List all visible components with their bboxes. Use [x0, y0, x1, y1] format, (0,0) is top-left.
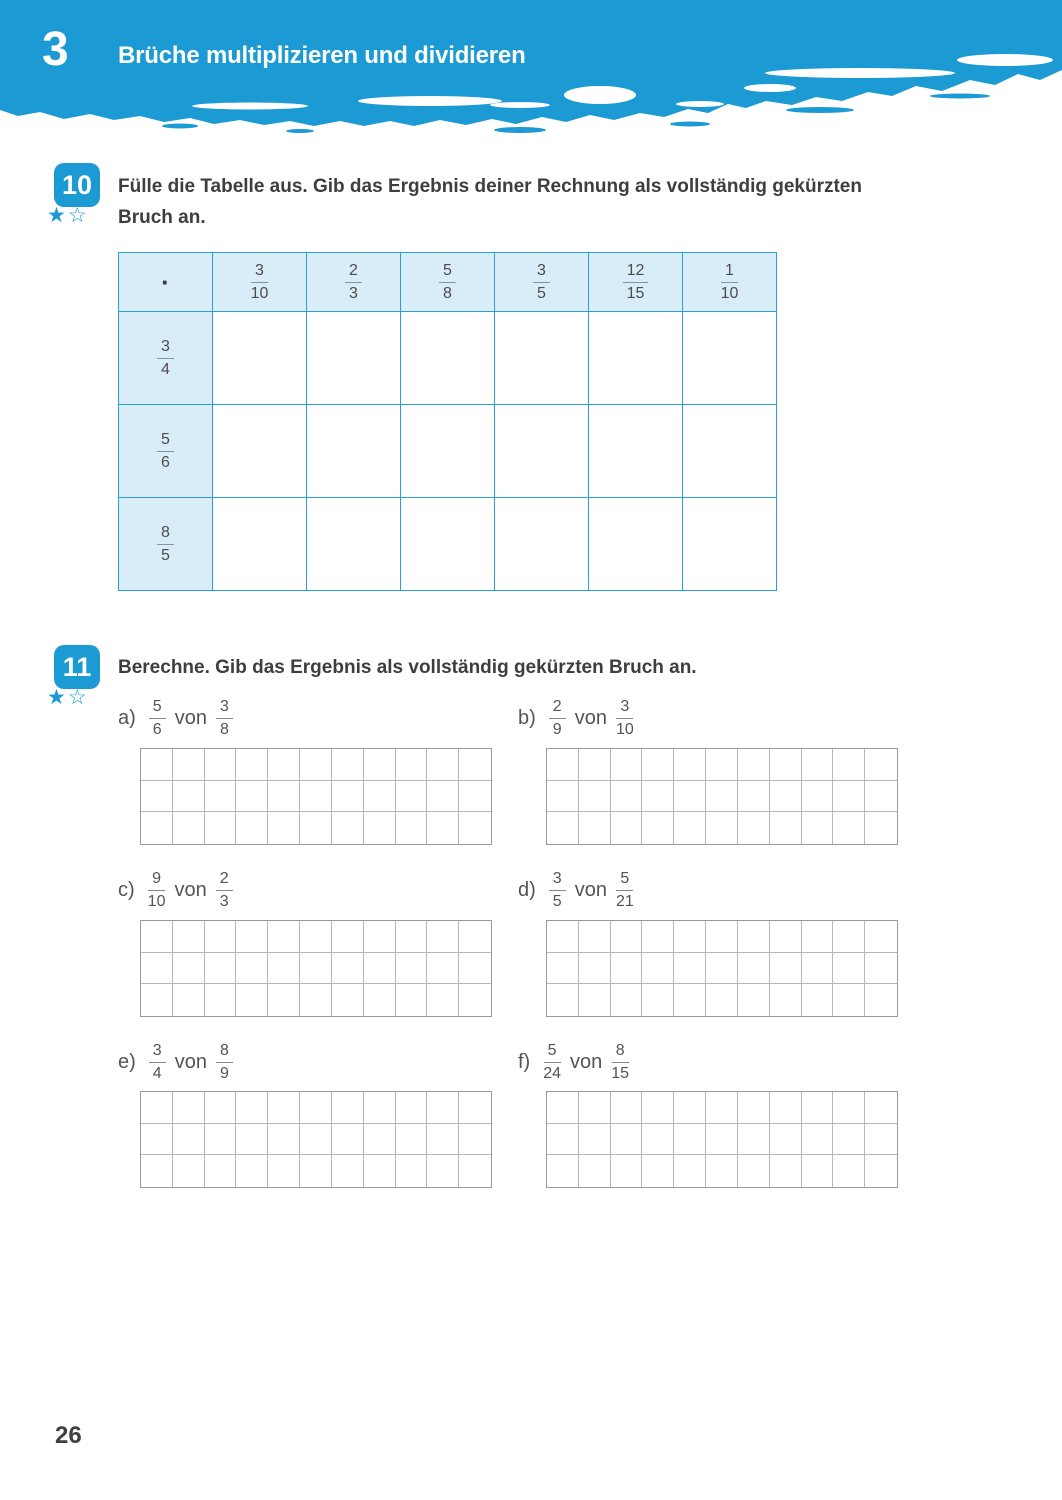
answer-grid-cell	[236, 1124, 268, 1156]
answer-grid-cell	[674, 781, 706, 813]
item-label: e)	[118, 1050, 136, 1073]
answer-grid	[546, 920, 898, 1017]
answer-grid-cell	[364, 749, 396, 781]
answer-grid-cell	[427, 749, 459, 781]
item-label: d)	[518, 878, 536, 901]
answer-grid-cell	[173, 953, 205, 985]
fraction: $\frac{5}{6}$	[149, 697, 166, 738]
answer-grid-cell	[611, 1092, 643, 1124]
answer-grid-cell	[268, 1155, 300, 1187]
answer-grid	[546, 1091, 898, 1188]
empty-answer-cell	[213, 498, 307, 591]
fraction: $\frac{2}{3}$	[216, 869, 233, 910]
connector-text: von	[574, 878, 607, 901]
answer-grid-cell	[364, 1155, 396, 1187]
answer-grid-cell	[459, 921, 491, 953]
answer-grid-cell	[642, 1124, 674, 1156]
answer-grid-cell	[865, 953, 897, 985]
answer-grid-cell	[459, 1155, 491, 1187]
fraction: $\frac{3}{10}$	[250, 262, 269, 302]
answer-grid-cell	[865, 1124, 897, 1156]
answer-grid-cell	[459, 812, 491, 844]
answer-grid-cell	[427, 812, 459, 844]
exercise-item-f	[518, 1036, 629, 1088]
answer-grid-cell	[268, 921, 300, 953]
answer-grid-cell	[770, 781, 802, 813]
fraction: $\frac{2}{3}$	[345, 261, 362, 302]
exercise11-badge: 11	[54, 645, 100, 689]
answer-grid-cell	[611, 984, 643, 1016]
answer-grid-cell	[396, 984, 428, 1016]
fraction: $\frac{3}{4}$	[149, 1041, 166, 1082]
answer-grid-cell	[706, 1155, 738, 1187]
answer-grid-cell	[611, 921, 643, 953]
answer-grid-cell	[268, 953, 300, 985]
fraction: $\frac{5}{6}$	[157, 430, 174, 471]
answer-grid-cell	[865, 812, 897, 844]
empty-answer-cell	[589, 405, 683, 498]
answer-grid-cell	[865, 984, 897, 1016]
answer-grid-cell	[579, 984, 611, 1016]
answer-grid-cell	[173, 781, 205, 813]
answer-grid-cell	[300, 953, 332, 985]
answer-grid-cell	[236, 1092, 268, 1124]
fraction: $\frac{3}{10}$	[615, 698, 634, 738]
answer-grid-cell	[173, 1155, 205, 1187]
answer-grid-cell	[738, 984, 770, 1016]
answer-grid-cell	[802, 812, 834, 844]
answer-grid-cell	[205, 812, 237, 844]
answer-grid-cell	[427, 781, 459, 813]
empty-answer-cell	[589, 498, 683, 591]
answer-grid-cell	[833, 1124, 865, 1156]
answer-grid-cell	[459, 984, 491, 1016]
column-header-cell	[495, 253, 589, 312]
answer-grid-cell	[802, 781, 834, 813]
row-header-cell	[119, 312, 213, 405]
answer-grid-cell	[364, 812, 396, 844]
answer-grid-cell	[833, 1092, 865, 1124]
answer-grid-cell	[236, 953, 268, 985]
answer-grid-cell	[396, 1124, 428, 1156]
answer-grid-cell	[332, 953, 364, 985]
answer-grid-cell	[300, 1124, 332, 1156]
fraction: $\frac{3}{8}$	[216, 697, 233, 738]
exercise11-difficulty-stars: ★☆	[47, 686, 89, 709]
answer-grid-cell	[770, 749, 802, 781]
answer-grid-cell	[611, 781, 643, 813]
answer-grid-cell	[332, 1124, 364, 1156]
answer-grid-cell	[579, 1155, 611, 1187]
connector-text: von	[174, 878, 207, 901]
answer-grid-cell	[268, 1092, 300, 1124]
answer-grid-cell	[236, 984, 268, 1016]
answer-grid-cell	[364, 953, 396, 985]
answer-grid-cell	[547, 812, 579, 844]
answer-grid-cell	[268, 984, 300, 1016]
fraction: $\frac{1}{10}$	[720, 262, 739, 302]
answer-grid-cell	[236, 749, 268, 781]
answer-grid-cell	[738, 749, 770, 781]
answer-grid-cell	[364, 1124, 396, 1156]
answer-grid-cell	[364, 1092, 396, 1124]
item-label: f)	[518, 1050, 531, 1073]
answer-grid-cell	[236, 781, 268, 813]
answer-grid-cell	[205, 749, 237, 781]
answer-grid-cell	[300, 984, 332, 1016]
answer-grid-cell	[802, 749, 834, 781]
column-header-cell	[683, 253, 777, 312]
answer-grid-cell	[833, 953, 865, 985]
answer-grid-cell	[706, 781, 738, 813]
fraction: $\frac{3}{5}$	[549, 869, 566, 910]
answer-grid-cell	[579, 1092, 611, 1124]
answer-grid-cell	[427, 1092, 459, 1124]
answer-grid-cell	[205, 953, 237, 985]
answer-grid-cell	[547, 1124, 579, 1156]
answer-grid-cell	[547, 1092, 579, 1124]
answer-grid-cell	[642, 749, 674, 781]
answer-grid-cell	[141, 953, 173, 985]
answer-grid-cell	[642, 1092, 674, 1124]
exercise-item-c	[118, 864, 233, 916]
empty-answer-cell	[495, 405, 589, 498]
connector-text: von	[574, 706, 607, 729]
answer-grid	[140, 748, 492, 845]
answer-grid-cell	[579, 953, 611, 985]
fraction: $\frac{5}{21}$	[615, 870, 634, 910]
connector-text: von	[174, 706, 207, 729]
answer-grid-cell	[547, 921, 579, 953]
page-number: 26	[55, 1422, 82, 1449]
answer-grid-cell	[738, 1124, 770, 1156]
answer-grid-cell	[865, 1092, 897, 1124]
answer-grid-cell	[205, 921, 237, 953]
answer-grid-cell	[332, 1155, 364, 1187]
answer-grid-cell	[833, 1155, 865, 1187]
answer-grid-cell	[706, 749, 738, 781]
exercise-item-a	[118, 692, 233, 744]
answer-grid-cell	[459, 953, 491, 985]
answer-grid-cell	[236, 921, 268, 953]
answer-grid-cell	[738, 1155, 770, 1187]
answer-grid-cell	[173, 1092, 205, 1124]
answer-grid-cell	[802, 1124, 834, 1156]
answer-grid-cell	[300, 749, 332, 781]
answer-grid-cell	[141, 984, 173, 1016]
fraction: $\frac{8}{5}$	[157, 523, 174, 564]
exercise-item-d	[518, 864, 634, 916]
answer-grid-cell	[579, 1124, 611, 1156]
answer-grid-cell	[332, 921, 364, 953]
answer-grid-cell	[770, 984, 802, 1016]
answer-grid-cell	[674, 921, 706, 953]
empty-answer-cell	[683, 312, 777, 405]
answer-grid-cell	[738, 812, 770, 844]
item-label: c)	[118, 878, 135, 901]
fraction: $\frac{5}{8}$	[439, 261, 456, 302]
answer-grid	[140, 920, 492, 1017]
answer-grid-cell	[396, 749, 428, 781]
answer-grid-cell	[427, 953, 459, 985]
answer-grid-cell	[611, 953, 643, 985]
column-header-cell	[589, 253, 683, 312]
answer-grid-cell	[802, 921, 834, 953]
answer-grid-cell	[396, 781, 428, 813]
fraction: $\frac{12}{15}$	[623, 261, 649, 302]
answer-grid-cell	[173, 749, 205, 781]
answer-grid-cell	[236, 1155, 268, 1187]
answer-grid-cell	[205, 1155, 237, 1187]
answer-grid-cell	[642, 1155, 674, 1187]
answer-grid-cell	[427, 1155, 459, 1187]
item-label: a)	[118, 706, 136, 729]
answer-grid-cell	[173, 1124, 205, 1156]
answer-grid-cell	[547, 984, 579, 1016]
empty-answer-cell	[307, 498, 401, 591]
answer-grid-cell	[611, 812, 643, 844]
empty-answer-cell	[307, 405, 401, 498]
banner-brush-stroke	[0, 0, 1062, 150]
answer-grid-cell	[396, 1155, 428, 1187]
answer-grid-cell	[674, 984, 706, 1016]
answer-grid-cell	[268, 781, 300, 813]
multiplication-table	[118, 252, 777, 591]
fraction: $\frac{8}{9}$	[216, 1041, 233, 1082]
answer-grid-cell	[459, 749, 491, 781]
answer-grid-cell	[770, 953, 802, 985]
answer-grid-cell	[396, 1092, 428, 1124]
answer-grid-cell	[802, 984, 834, 1016]
fraction: $\frac{3}{5}$	[533, 261, 550, 302]
answer-grid-cell	[865, 921, 897, 953]
exercise10-badge: 10	[54, 163, 100, 207]
empty-answer-cell	[213, 312, 307, 405]
answer-grid-cell	[833, 984, 865, 1016]
answer-grid-cell	[674, 1155, 706, 1187]
answer-grid-cell	[459, 781, 491, 813]
answer-grid-cell	[364, 984, 396, 1016]
answer-grid-cell	[141, 1155, 173, 1187]
answer-grid-cell	[674, 1092, 706, 1124]
answer-grid-cell	[738, 921, 770, 953]
answer-grid-cell	[396, 921, 428, 953]
answer-grid-cell	[611, 1155, 643, 1187]
empty-answer-cell	[401, 405, 495, 498]
answer-grid-cell	[173, 921, 205, 953]
answer-grid-cell	[459, 1124, 491, 1156]
exercise-item-e	[118, 1036, 233, 1088]
answer-grid-cell	[611, 749, 643, 781]
answer-grid-cell	[642, 812, 674, 844]
answer-grid-cell	[579, 921, 611, 953]
answer-grid-cell	[547, 1155, 579, 1187]
answer-grid-cell	[459, 1092, 491, 1124]
answer-grid-cell	[865, 781, 897, 813]
answer-grid-cell	[268, 749, 300, 781]
answer-grid-cell	[770, 1092, 802, 1124]
answer-grid-cell	[674, 812, 706, 844]
fraction: $\frac{8}{15}$	[611, 1042, 630, 1082]
answer-grid-cell	[770, 812, 802, 844]
answer-grid-cell	[706, 953, 738, 985]
answer-grid-cell	[332, 1092, 364, 1124]
answer-grid-cell	[833, 781, 865, 813]
answer-grid-cell	[268, 812, 300, 844]
empty-answer-cell	[683, 405, 777, 498]
answer-grid-cell	[642, 781, 674, 813]
exercise10-instruction: Fülle die Tabelle aus. Gib das Ergebnis deiner Rechnung als vollständig gekürzten Bruch an.	[118, 176, 862, 228]
answer-grid-cell	[205, 781, 237, 813]
answer-grid-cell	[802, 1155, 834, 1187]
operator-cell: ·	[119, 253, 213, 312]
answer-grid-cell	[865, 749, 897, 781]
answer-grid-cell	[205, 984, 237, 1016]
answer-grid-cell	[738, 781, 770, 813]
answer-grid-cell	[833, 921, 865, 953]
answer-grid-cell	[141, 921, 173, 953]
answer-grid-cell	[674, 1124, 706, 1156]
answer-grid-cell	[770, 1124, 802, 1156]
chapter-title: Brüche multiplizieren und dividieren	[118, 42, 526, 69]
empty-answer-cell	[401, 498, 495, 591]
answer-grid-cell	[364, 781, 396, 813]
answer-grid-cell	[141, 781, 173, 813]
answer-grid-cell	[300, 921, 332, 953]
answer-grid-cell	[642, 953, 674, 985]
answer-grid-cell	[706, 1092, 738, 1124]
empty-answer-cell	[307, 312, 401, 405]
answer-grid-cell	[579, 749, 611, 781]
answer-grid-cell	[396, 812, 428, 844]
answer-grid-cell	[332, 984, 364, 1016]
empty-answer-cell	[495, 312, 589, 405]
fraction: $\frac{2}{9}$	[549, 697, 566, 738]
answer-grid-cell	[802, 953, 834, 985]
answer-grid-cell	[427, 984, 459, 1016]
answer-grid-cell	[396, 953, 428, 985]
answer-grid-cell	[332, 749, 364, 781]
answer-grid-cell	[300, 812, 332, 844]
answer-grid-cell	[770, 1155, 802, 1187]
exercise-item-b	[518, 692, 634, 744]
answer-grid-cell	[547, 953, 579, 985]
exercise11-instruction: Berechne. Gib das Ergebnis als vollständig gekürzten Bruch an.	[118, 657, 697, 678]
connector-text: von	[174, 1050, 207, 1073]
answer-grid-cell	[364, 921, 396, 953]
item-label: b)	[518, 706, 536, 729]
answer-grid-cell	[547, 781, 579, 813]
answer-grid-cell	[236, 812, 268, 844]
answer-grid-cell	[706, 984, 738, 1016]
answer-grid-cell	[427, 1124, 459, 1156]
answer-grid-cell	[205, 1092, 237, 1124]
answer-grid-cell	[642, 984, 674, 1016]
answer-grid-cell	[706, 812, 738, 844]
answer-grid-cell	[674, 749, 706, 781]
answer-grid-cell	[738, 953, 770, 985]
fraction: $\frac{3}{4}$	[157, 337, 174, 378]
chapter-number: 3	[42, 23, 69, 76]
exercise10-difficulty-stars: ★☆	[47, 204, 89, 227]
answer-grid-cell	[141, 1092, 173, 1124]
answer-grid-cell	[173, 984, 205, 1016]
answer-grid-cell	[141, 1124, 173, 1156]
answer-grid-cell	[706, 921, 738, 953]
answer-grid-cell	[141, 749, 173, 781]
row-header-cell	[119, 405, 213, 498]
answer-grid-cell	[427, 921, 459, 953]
answer-grid	[140, 1091, 492, 1188]
connector-text: von	[570, 1050, 603, 1073]
answer-grid-cell	[706, 1124, 738, 1156]
empty-answer-cell	[213, 405, 307, 498]
answer-grid-cell	[205, 1124, 237, 1156]
column-header-cell	[213, 253, 307, 312]
empty-answer-cell	[401, 312, 495, 405]
empty-answer-cell	[683, 498, 777, 591]
column-header-cell	[307, 253, 401, 312]
answer-grid-cell	[141, 812, 173, 844]
answer-grid-cell	[579, 781, 611, 813]
answer-grid-cell	[833, 749, 865, 781]
answer-grid-cell	[300, 1155, 332, 1187]
column-header-cell	[401, 253, 495, 312]
row-header-cell	[119, 498, 213, 591]
answer-grid-cell	[642, 921, 674, 953]
empty-answer-cell	[589, 312, 683, 405]
answer-grid-cell	[547, 749, 579, 781]
empty-answer-cell	[495, 498, 589, 591]
answer-grid-cell	[579, 812, 611, 844]
answer-grid-cell	[770, 921, 802, 953]
answer-grid-cell	[802, 1092, 834, 1124]
answer-grid	[546, 748, 898, 845]
fraction: $\frac{9}{10}$	[147, 870, 166, 910]
fraction: $\frac{5}{24}$	[543, 1042, 562, 1082]
answer-grid-cell	[332, 781, 364, 813]
answer-grid-cell	[674, 953, 706, 985]
answer-grid-cell	[332, 812, 364, 844]
answer-grid-cell	[865, 1155, 897, 1187]
answer-grid-cell	[611, 1124, 643, 1156]
answer-grid-cell	[300, 781, 332, 813]
answer-grid-cell	[173, 812, 205, 844]
answer-grid-cell	[268, 1124, 300, 1156]
answer-grid-cell	[833, 812, 865, 844]
answer-grid-cell	[738, 1092, 770, 1124]
answer-grid-cell	[300, 1092, 332, 1124]
